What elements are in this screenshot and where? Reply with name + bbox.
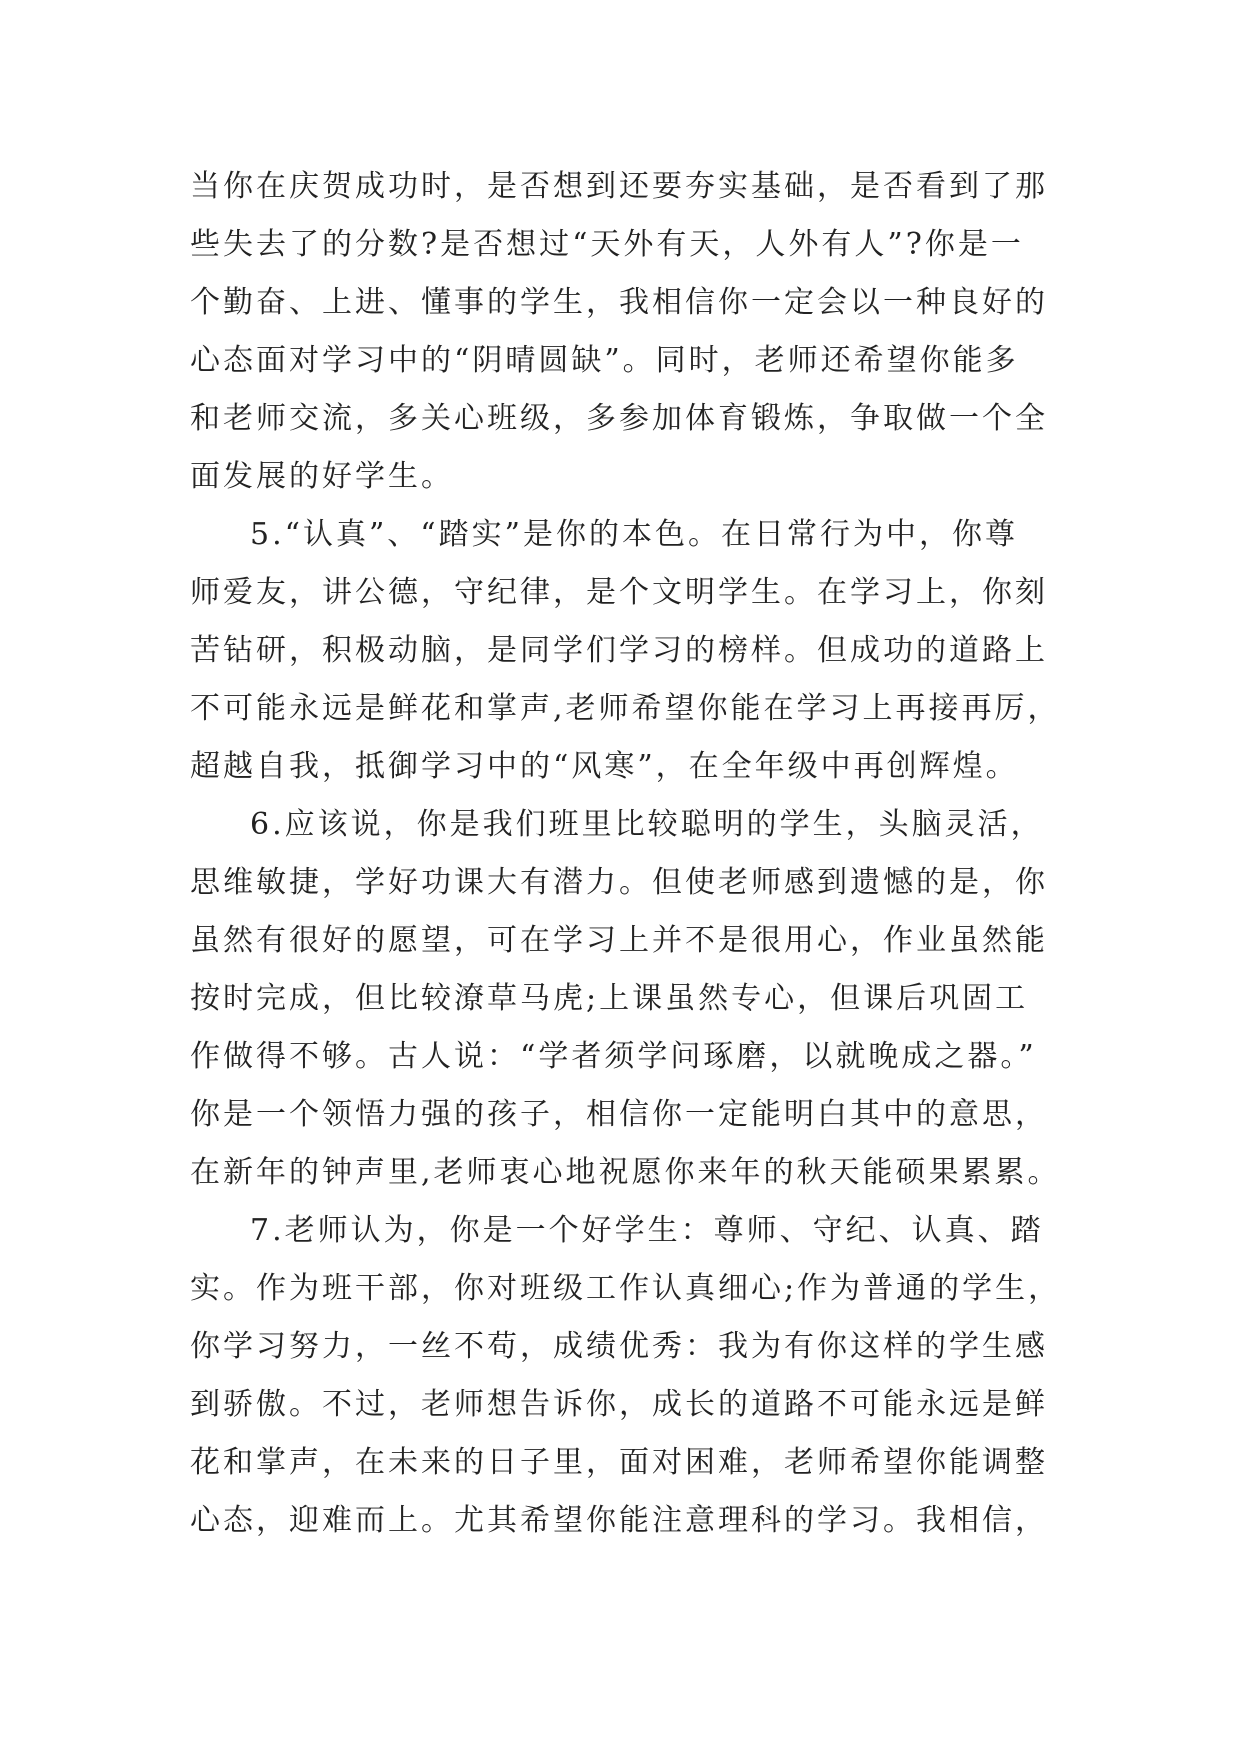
text-line: 花和掌声，在未来的日子里，面对困难，老师希望你能调整 xyxy=(190,1445,1048,1480)
text-line: 你学习努力，一丝不苟，成绩优秀：我为有你这样的学生感 xyxy=(190,1329,1048,1364)
text-line: 在新年的钟声里,老师衷心地祝愿你来年的秋天能硕果累累。 xyxy=(190,1155,1061,1190)
text-line: 和老师交流，多关心班级，多参加体育锻炼，争取做一个全 xyxy=(190,401,1048,436)
text-line: 作做得不够。古人说：“学者须学问琢磨，以就晚成之器。” xyxy=(190,1039,1037,1074)
text-line: 些失去了的分数?是否想过“天外有天，人外有人”?你是一 xyxy=(190,227,1024,262)
text-line: 超越自我，抵御学习中的“风寒”，在全年级中再创辉煌。 xyxy=(190,749,1019,784)
text-line: 按时完成，但比较潦草马虎;上课虽然专心，但课后巩固工 xyxy=(190,981,1029,1016)
text-line: 思维敏捷，学好功课大有潜力。但使老师感到遗憾的是，你 xyxy=(190,865,1048,900)
paragraph-6-first-line: 6.应该说，你是我们班里比较聪明的学生，头脑灵活， xyxy=(250,807,1044,842)
text-line: 实。作为班干部，你对班级工作认真细心;作为普通的学生， xyxy=(190,1271,1062,1306)
text-line: 虽然有很好的愿望，可在学习上并不是很用心，作业虽然能 xyxy=(190,923,1048,958)
text-line: 心态面对学习中的“阴晴圆缺”。同时，老师还希望你能多 xyxy=(190,343,1019,378)
text-line: 你是一个领悟力强的孩子，相信你一定能明白其中的意思， xyxy=(190,1097,1048,1132)
paragraph-7-first-line: 7.老师认为，你是一个好学生：尊师、守纪、认真、踏 xyxy=(250,1213,1044,1248)
text-line: 面发展的好学生。 xyxy=(190,459,454,494)
text-line: 个勤奋、上进、懂事的学生，我相信你一定会以一种良好的 xyxy=(190,285,1048,320)
text-line: 当你在庆贺成功时，是否想到还要夯实基础，是否看到了那 xyxy=(190,169,1048,204)
text-line: 不可能永远是鲜花和掌声,老师希望你能在学习上再接再厉， xyxy=(190,691,1061,726)
body-text xyxy=(190,158,1070,1550)
text-line: 苦钻研，积极动脑，是同学们学习的榜样。但成功的道路上 xyxy=(190,633,1048,668)
text-line: 到骄傲。不过，老师想告诉你，成长的道路不可能永远是鲜 xyxy=(190,1387,1048,1422)
paragraph-5-first-line: 5.“认真”、“踏实”是你的本色。在日常行为中，你尊 xyxy=(250,517,1018,552)
text-line: 师爱友，讲公德，守纪律，是个文明学生。在学习上，你刻 xyxy=(190,575,1048,610)
text-line: 心态，迎难而上。尤其希望你能注意理科的学习。我相信， xyxy=(190,1503,1048,1538)
